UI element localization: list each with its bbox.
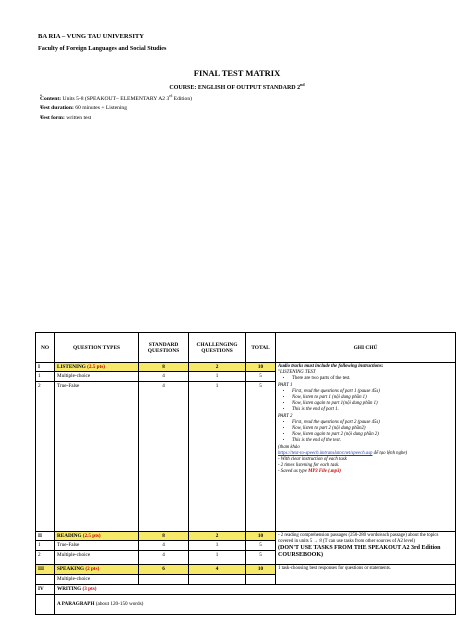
row-standard: 4 [139, 541, 189, 551]
row-total: 5 [246, 541, 276, 551]
faculty-name: Faculty of Foreign Languages and Social Studies [38, 45, 167, 52]
row-challenging: 4 [189, 565, 246, 575]
row-total: 10 [246, 363, 276, 372]
row-no [36, 575, 55, 585]
table-row [36, 363, 456, 372]
col-header: NO [36, 333, 55, 363]
row-type: True-False [55, 541, 139, 551]
table-row [36, 565, 456, 575]
table-row [36, 585, 456, 595]
row-type: Multiple-choice [55, 575, 139, 585]
col-header: QUESTION TYPES [55, 333, 139, 363]
row-total: 10 [246, 565, 276, 575]
row-challenging: 2 [189, 363, 246, 372]
row-type: Multiple-choice [55, 551, 139, 565]
university-name: BA RIA – VUNG TAU UNIVERSITY [38, 33, 145, 40]
row-no: 2 [36, 551, 55, 565]
row-no: III [36, 565, 55, 575]
info-form: • Test form: written test [40, 114, 192, 123]
row-standard [139, 575, 189, 585]
row-no: 1 [36, 541, 55, 551]
row-type: WRITING (3 pts) [55, 585, 456, 595]
col-header: STANDARD QUESTIONS [139, 333, 189, 363]
row-no: IV [36, 585, 55, 595]
row-standard: 8 [139, 532, 189, 541]
row-standard: 4 [139, 372, 189, 382]
row-total [246, 575, 276, 585]
row-type: READING (2.5 pts) [55, 532, 139, 541]
row-challenging [189, 575, 246, 585]
row-no: I [36, 363, 55, 372]
row-standard: 6 [139, 565, 189, 575]
info-duration: • Test duration: 60 minutes + Listening [40, 104, 192, 113]
row-no: 1 [36, 372, 55, 382]
row-type: Multiple-choice [55, 372, 139, 382]
test-matrix-table [35, 332, 456, 615]
row-total: 10 [246, 532, 276, 541]
col-header: GHI CHÚ [276, 333, 456, 363]
table-row [36, 595, 456, 615]
row-no: II [36, 532, 55, 541]
course-title: COURSE: ENGLISH OF OUTPUT STANDARD 2nd [169, 82, 305, 91]
row-standard: 8 [139, 363, 189, 372]
table-row [36, 532, 456, 541]
col-header: TOTAL [246, 333, 276, 363]
page-title: FINAL TEST MATRIX [193, 68, 281, 78]
row-type: True-False [55, 382, 139, 532]
tts-link[interactable]: https://text-to-speech.imtranslator.net/speech.asp [278, 450, 373, 456]
row-standard: 4 [139, 382, 189, 532]
row-type: LISTENING (2.5 pts) [55, 363, 139, 372]
test-info-list [30, 92, 192, 123]
row-total: 5 [246, 382, 276, 532]
table-header-row [36, 333, 456, 363]
row-no [36, 595, 55, 615]
row-total: 5 [246, 551, 276, 565]
row-challenging: 1 [189, 372, 246, 382]
row-no: 2 [36, 382, 55, 532]
row-challenging: 2 [189, 532, 246, 541]
row-total: 5 [246, 372, 276, 382]
col-header: CHALLENGING QUESTIONS [189, 333, 246, 363]
reading-notes: - 2 reading comprehension passages (250-280 words/each passage) about the topics covered in units 5 → 8 (T can use tasks from other sources of A2 level) (DON'T USE TASKS FROM THE SPEAKOUT A2 3rd Edition COURSEBOOK) [276, 532, 456, 565]
row-challenging: 1 [189, 551, 246, 565]
info-content: • Content: Units 5-8 (SPEAKOUT– ELEMENTARY A2 3rd Edition) [40, 92, 192, 104]
row-challenging: 1 [189, 382, 246, 532]
writing-paragraph: A PARAGRAPH (about 120-150 words) [55, 595, 456, 615]
row-type: SPEAKING (2 pts) [55, 565, 139, 575]
row-standard: 4 [139, 551, 189, 565]
listening-notes: Audio tracks must include the following instructions: "LISTENING TEST • There are two parts of the test. PART 1 • First, read the questions of part 1 (pause 45s) • Now, listen to part 1 (nội dung phần 1) • Now, listen again to part 1(nội dung phần 1) • This is the end of part 1. PART 2 • First, read the questions of part 2 (pause 45s) • Now, listen to part 2 (nội dung phần2) • Now, listen again to part 2 (nội dung phần 2) • This is the end of the test. (tham khảo https://text-to-speech.imtranslator.net/speech.asp để tạo lệnh nghe) - With clear instruction of each task - 2 times listening for each task. - Saved as type MP3 File (.mp3) [276, 363, 456, 532]
row-challenging: 1 [189, 541, 246, 551]
speaking-notes: 1 task-choosing best responses for questions or statements. [276, 565, 456, 585]
